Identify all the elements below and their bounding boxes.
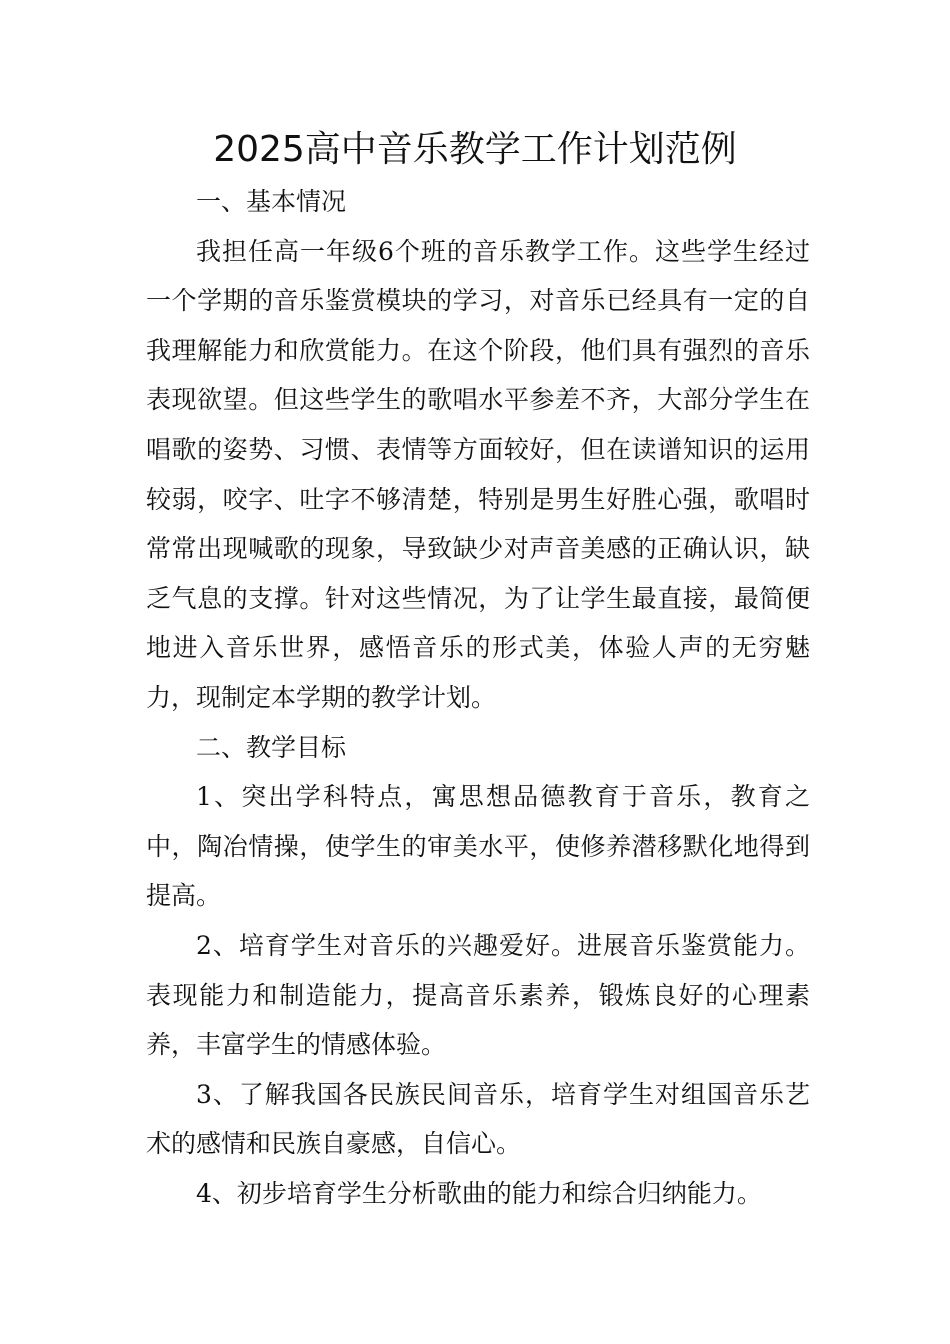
goal-item-2: 2、培育学生对音乐的兴趣爱好。进展音乐鉴赏能力。表现能力和制造能力，提高音乐素养，锻炼良好的心理素养，丰富学生的情感体验。 [146, 930, 810, 1060]
goal-item-4: 4、初步培育学生分析歌曲的能力和综合归纳能力。 [196, 1178, 762, 1208]
goal-item-1: 1、突出学科特点，寓思想品德教育于音乐，教育之中，陶冶情操，使学生的审美水平，使修养潜移默化地得到提高。 [146, 782, 810, 911]
paragraph-basic-situation: 我担任高一年级6个班的音乐教学工作。这些学生经过一个学期的音乐鉴赏模块的学习，对音乐已经具有一定的自我理解能力和欣赏能力。在这个阶段，他们具有强烈的音乐表现欲望。但这些学生的歌唱水平参差不齐，大部分学生在唱歌的姿势、习惯、表情等方面较好，但在读谱知识的运用较弱，咬字、吐字不够清楚，特别是男生好胜心强，歌唱时常常出现喊歌的现象，导致缺少对声音美感的正确认识，缺乏气息的支撑。针对这些情况，为了让学生最直接，最简便地进入音乐世界，感悟音乐的形式美，体验人声的无穷魅力，现制定本学期的教学计划。 [146, 236, 810, 712]
document-body [146, 177, 810, 1218]
goal-item-3: 3、了解我国各民族民间音乐，培育学生对组国音乐艺术的感情和民族自豪感，自信心。 [146, 1079, 810, 1159]
section-heading-teaching-goals: 二、教学目标 [196, 732, 347, 762]
document-title: 2025高中音乐教学工作计划范例 [213, 129, 737, 170]
section-heading-basic-situation: 一、基本情况 [196, 187, 347, 216]
